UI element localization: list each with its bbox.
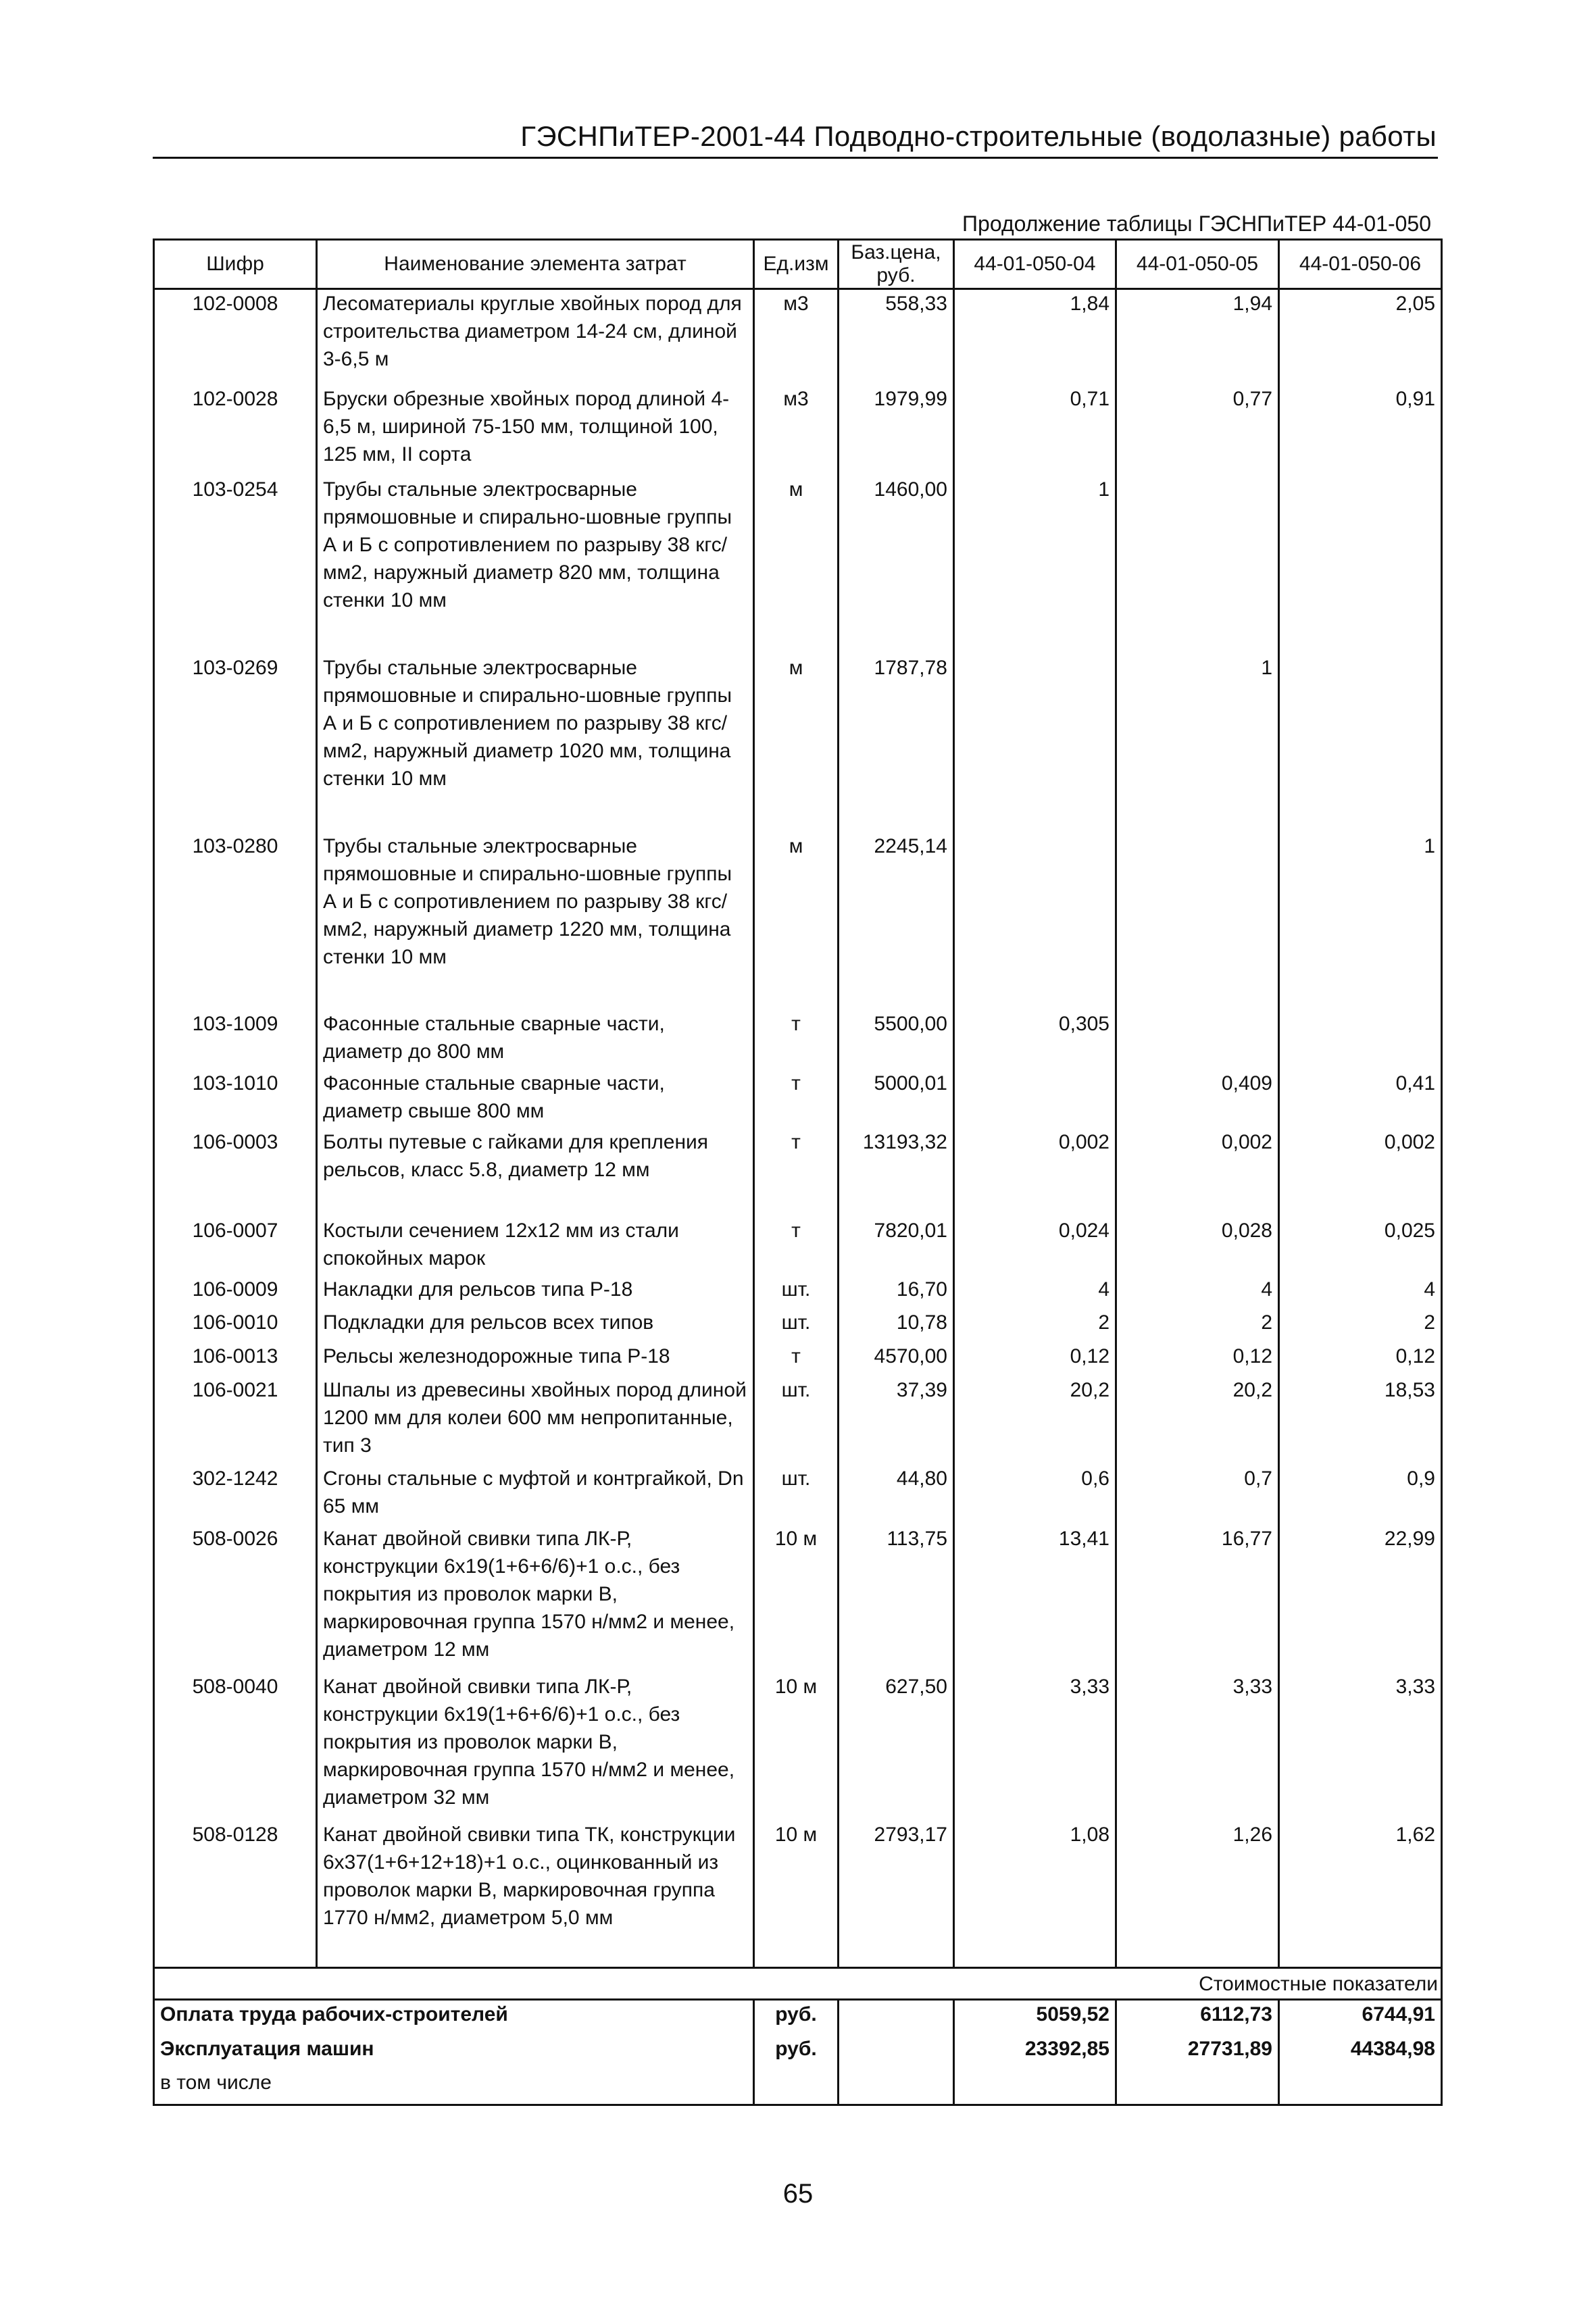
cell-c3: 3,33 xyxy=(1279,1673,1442,1821)
cell-c3: 2 xyxy=(1279,1309,1442,1342)
cell-unit: т xyxy=(754,1217,839,1276)
resource-table xyxy=(153,238,1443,2106)
cell-c1: 1 xyxy=(954,476,1116,654)
totals-c2: 27731,89 xyxy=(1116,2035,1279,2069)
table-row xyxy=(154,1276,1442,1309)
cell-c1 xyxy=(954,832,1116,1010)
totals-unit: руб. xyxy=(754,2000,839,2035)
cell-price: 627,50 xyxy=(839,1673,954,1821)
cell-unit: м3 xyxy=(754,385,839,476)
cell-c2: 16,77 xyxy=(1116,1525,1279,1673)
cell-c3 xyxy=(1279,654,1442,832)
cell-price: 1787,78 xyxy=(839,654,954,832)
totals-unit: руб. xyxy=(754,2035,839,2069)
footer-label: в том числе xyxy=(154,2069,754,2105)
cell-code: 103-1010 xyxy=(154,1070,317,1128)
cell-price: 558,33 xyxy=(839,289,954,385)
table-row xyxy=(154,1465,1442,1525)
cell-c1 xyxy=(954,654,1116,832)
totals-c1: 5059,52 xyxy=(954,2000,1116,2035)
cell-code: 103-0280 xyxy=(154,832,317,1010)
table-row xyxy=(154,1673,1442,1821)
cell-unit: т xyxy=(754,1128,839,1217)
table-row xyxy=(154,1342,1442,1376)
cell-unit: 10 м xyxy=(754,1525,839,1673)
table-header-row xyxy=(154,240,1442,289)
cell-c1: 13,41 xyxy=(954,1525,1116,1673)
cell-c1: 0,024 xyxy=(954,1217,1116,1276)
cell-c1: 0,002 xyxy=(954,1128,1116,1217)
cell-price: 37,39 xyxy=(839,1376,954,1465)
cell-c1: 2 xyxy=(954,1309,1116,1342)
totals-c3: 6744,91 xyxy=(1279,2000,1442,2035)
cell-c2: 0,028 xyxy=(1116,1217,1279,1276)
cell-c3: 0,9 xyxy=(1279,1465,1442,1525)
cell-name: Трубы стальные электросварные прямошовные и спирально-шовные группы А и Б с сопротивлением по разрыву 38 кгс/мм2, наружный диаметр 1220 мм, толщина стенки 10 мм xyxy=(317,832,754,1010)
cell-price: 2245,14 xyxy=(839,832,954,1010)
totals-c2: 6112,73 xyxy=(1116,2000,1279,2035)
cell-price: 5000,01 xyxy=(839,1070,954,1128)
cell-c2: 3,33 xyxy=(1116,1673,1279,1821)
cell-code: 508-0040 xyxy=(154,1673,317,1821)
cell-name: Бруски обрезные хвойных пород длиной 4-6,5 м, шириной 75-150 мм, толщиной 100, 125 мм, II сорта xyxy=(317,385,754,476)
cell-code: 106-0021 xyxy=(154,1376,317,1465)
cell-c3: 22,99 xyxy=(1279,1525,1442,1673)
cell-unit: т xyxy=(754,1342,839,1376)
cell-c1: 0,71 xyxy=(954,385,1116,476)
cell-price: 10,78 xyxy=(839,1309,954,1342)
cell-c1: 4 xyxy=(954,1276,1116,1309)
cell-c2: 0,12 xyxy=(1116,1342,1279,1376)
table-row xyxy=(154,385,1442,476)
table-row xyxy=(154,1010,1442,1070)
cell-unit: 10 м xyxy=(754,1821,839,1968)
cell-name: Накладки для рельсов типа Р-18 xyxy=(317,1276,754,1309)
cell-c1: 20,2 xyxy=(954,1376,1116,1465)
column-header-price: Баз.цена, руб. xyxy=(839,240,954,289)
cell-c1: 1,08 xyxy=(954,1821,1116,1968)
cell-price: 13193,32 xyxy=(839,1128,954,1217)
cell-c2 xyxy=(1116,476,1279,654)
cell-code: 302-1242 xyxy=(154,1465,317,1525)
cell-unit: шт. xyxy=(754,1276,839,1309)
cell-c2: 0,77 xyxy=(1116,385,1279,476)
cell-unit: м3 xyxy=(754,289,839,385)
cell-name: Шпалы из древесины хвойных пород длиной 1200 мм для колеи 600 мм непропитанные, тип 3 xyxy=(317,1376,754,1465)
cell-c3 xyxy=(1279,476,1442,654)
cell-c2: 1 xyxy=(1116,654,1279,832)
cell-code: 508-0026 xyxy=(154,1525,317,1673)
cell-code: 103-1009 xyxy=(154,1010,317,1070)
table-row xyxy=(154,1525,1442,1673)
column-header-c3: 44-01-050-06 xyxy=(1279,240,1442,289)
cell-name: Канат двойной свивки типа ТК, конструкции 6х37(1+6+12+18)+1 о.с., оцинкованный из проволок марки В, маркировочная группа 1770 н/мм2, диаметром 5,0 мм xyxy=(317,1821,754,1968)
cell-c3: 4 xyxy=(1279,1276,1442,1309)
cell-unit: 10 м xyxy=(754,1673,839,1821)
cell-unit: т xyxy=(754,1070,839,1128)
cell-name: Канат двойной свивки типа ЛК-Р, конструкции 6х19(1+6+6/6)+1 о.с., без покрытия из проволок марки В, маркировочная группа 1570 н/мм2 и менее, диаметром 32 мм xyxy=(317,1673,754,1821)
cell-unit: т xyxy=(754,1010,839,1070)
cell-c3: 18,53 xyxy=(1279,1376,1442,1465)
cell-price: 7820,01 xyxy=(839,1217,954,1276)
cell-c3: 0,025 xyxy=(1279,1217,1442,1276)
table-row xyxy=(154,832,1442,1010)
cell-c2: 0,002 xyxy=(1116,1128,1279,1217)
cell-price: 4570,00 xyxy=(839,1342,954,1376)
cell-code: 508-0128 xyxy=(154,1821,317,1968)
table-row xyxy=(154,1217,1442,1276)
cell-name: Сгоны стальные с муфтой и контргайкой, Dn 65 мм xyxy=(317,1465,754,1525)
table-row xyxy=(154,1128,1442,1217)
cost-indicators-header: Стоимостные показатели xyxy=(154,1968,1442,2000)
table-row xyxy=(154,476,1442,654)
cell-c1: 0,305 xyxy=(954,1010,1116,1070)
cell-c3: 0,002 xyxy=(1279,1128,1442,1217)
cell-c2: 1,26 xyxy=(1116,1821,1279,1968)
cell-c3 xyxy=(1279,1010,1442,1070)
cell-name: Лесоматериалы круглые хвойных пород для строительства диаметром 14-24 см, длиной 3-6,5 м xyxy=(317,289,754,385)
cell-c1: 3,33 xyxy=(954,1673,1116,1821)
cell-c3: 1 xyxy=(1279,832,1442,1010)
cell-c2: 20,2 xyxy=(1116,1376,1279,1465)
cell-name: Канат двойной свивки типа ЛК-Р, конструкции 6х19(1+6+6/6)+1 о.с., без покрытия из проволок марки В, маркировочная группа 1570 н/мм2 и менее, диаметром 12 мм xyxy=(317,1525,754,1673)
column-header-code: Шифр xyxy=(154,240,317,289)
cell-c3: 0,91 xyxy=(1279,385,1442,476)
cell-name: Трубы стальные электросварные прямошовные и спирально-шовные группы А и Б с сопротивлением по разрыву 38 кгс/мм2, наружный диаметр 1020 мм, толщина стенки 10 мм xyxy=(317,654,754,832)
table-row xyxy=(154,1376,1442,1465)
totals-price-empty xyxy=(839,2035,954,2069)
cell-unit: м xyxy=(754,832,839,1010)
cell-c2: 4 xyxy=(1116,1276,1279,1309)
cell-code: 106-0003 xyxy=(154,1128,317,1217)
cell-price: 44,80 xyxy=(839,1465,954,1525)
cell-c3: 2,05 xyxy=(1279,289,1442,385)
cell-price: 2793,17 xyxy=(839,1821,954,1968)
cell-c2: 0,7 xyxy=(1116,1465,1279,1525)
cell-name: Подкладки для рельсов всех типов xyxy=(317,1309,754,1342)
totals-c1: 23392,85 xyxy=(954,2035,1116,2069)
totals-c3: 44384,98 xyxy=(1279,2035,1442,2069)
cell-unit: шт. xyxy=(754,1309,839,1342)
page-number: 65 xyxy=(782,2179,814,2209)
cell-c3: 1,62 xyxy=(1279,1821,1442,1968)
cell-price: 1979,99 xyxy=(839,385,954,476)
footer-row xyxy=(154,2069,1442,2105)
table-row xyxy=(154,289,1442,385)
cell-c3: 0,41 xyxy=(1279,1070,1442,1128)
cell-c3: 0,12 xyxy=(1279,1342,1442,1376)
column-header-unit: Ед.изм xyxy=(754,240,839,289)
totals-row xyxy=(154,2000,1442,2035)
cell-code: 102-0028 xyxy=(154,385,317,476)
cell-name: Костыли сечением 12х12 мм из стали спокойных марок xyxy=(317,1217,754,1276)
cell-price: 16,70 xyxy=(839,1276,954,1309)
cell-name: Рельсы железнодорожные типа Р-18 xyxy=(317,1342,754,1376)
cell-price: 5500,00 xyxy=(839,1010,954,1070)
cell-c1: 1,84 xyxy=(954,289,1116,385)
table-row xyxy=(154,654,1442,832)
cell-unit: шт. xyxy=(754,1465,839,1525)
cost-indicators-header-row xyxy=(154,1968,1442,2000)
cell-c2: 0,409 xyxy=(1116,1070,1279,1128)
table-caption: Продолжение таблицы ГЭСНПиТЕР 44-01-050 xyxy=(962,211,1431,236)
cell-c1 xyxy=(954,1070,1116,1128)
cell-code: 106-0010 xyxy=(154,1309,317,1342)
cell-code: 106-0009 xyxy=(154,1276,317,1309)
table-row xyxy=(154,1070,1442,1128)
cell-name: Болты путевые с гайками для крепления рельсов, класс 5.8, диаметр 12 мм xyxy=(317,1128,754,1217)
totals-label: Эксплуатация машин xyxy=(154,2035,754,2069)
cell-c1: 0,6 xyxy=(954,1465,1116,1525)
cell-price: 113,75 xyxy=(839,1525,954,1673)
cell-unit: м xyxy=(754,654,839,832)
cell-code: 106-0007 xyxy=(154,1217,317,1276)
cell-code: 106-0013 xyxy=(154,1342,317,1376)
page-header: ГЭСНПиТЕР-2001-44 Подводно-строительные (водолазные) работы xyxy=(520,120,1437,152)
cell-unit: шт. xyxy=(754,1376,839,1465)
cell-c2: 2 xyxy=(1116,1309,1279,1342)
column-header-c1: 44-01-050-04 xyxy=(954,240,1116,289)
column-header-name: Наименование элемента затрат xyxy=(317,240,754,289)
table-row xyxy=(154,1821,1442,1968)
cell-c2: 1,94 xyxy=(1116,289,1279,385)
header-rule xyxy=(153,157,1438,159)
cell-c2 xyxy=(1116,832,1279,1010)
table-row xyxy=(154,1309,1442,1342)
cell-name: Фасонные стальные сварные части, диаметр до 800 мм xyxy=(317,1010,754,1070)
cell-name: Трубы стальные электросварные прямошовные и спирально-шовные группы А и Б с сопротивлением по разрыву 38 кгс/мм2, наружный диаметр 820 мм, толщина стенки 10 мм xyxy=(317,476,754,654)
totals-price-empty xyxy=(839,2000,954,2035)
cell-code: 103-0254 xyxy=(154,476,317,654)
column-header-c2: 44-01-050-05 xyxy=(1116,240,1279,289)
cell-price: 1460,00 xyxy=(839,476,954,654)
cell-c1: 0,12 xyxy=(954,1342,1116,1376)
cell-code: 102-0008 xyxy=(154,289,317,385)
cell-code: 103-0269 xyxy=(154,654,317,832)
totals-label: Оплата труда рабочих-строителей xyxy=(154,2000,754,2035)
cell-name: Фасонные стальные сварные части, диаметр свыше 800 мм xyxy=(317,1070,754,1128)
cell-unit: м xyxy=(754,476,839,654)
totals-row xyxy=(154,2035,1442,2069)
cell-c2 xyxy=(1116,1010,1279,1070)
